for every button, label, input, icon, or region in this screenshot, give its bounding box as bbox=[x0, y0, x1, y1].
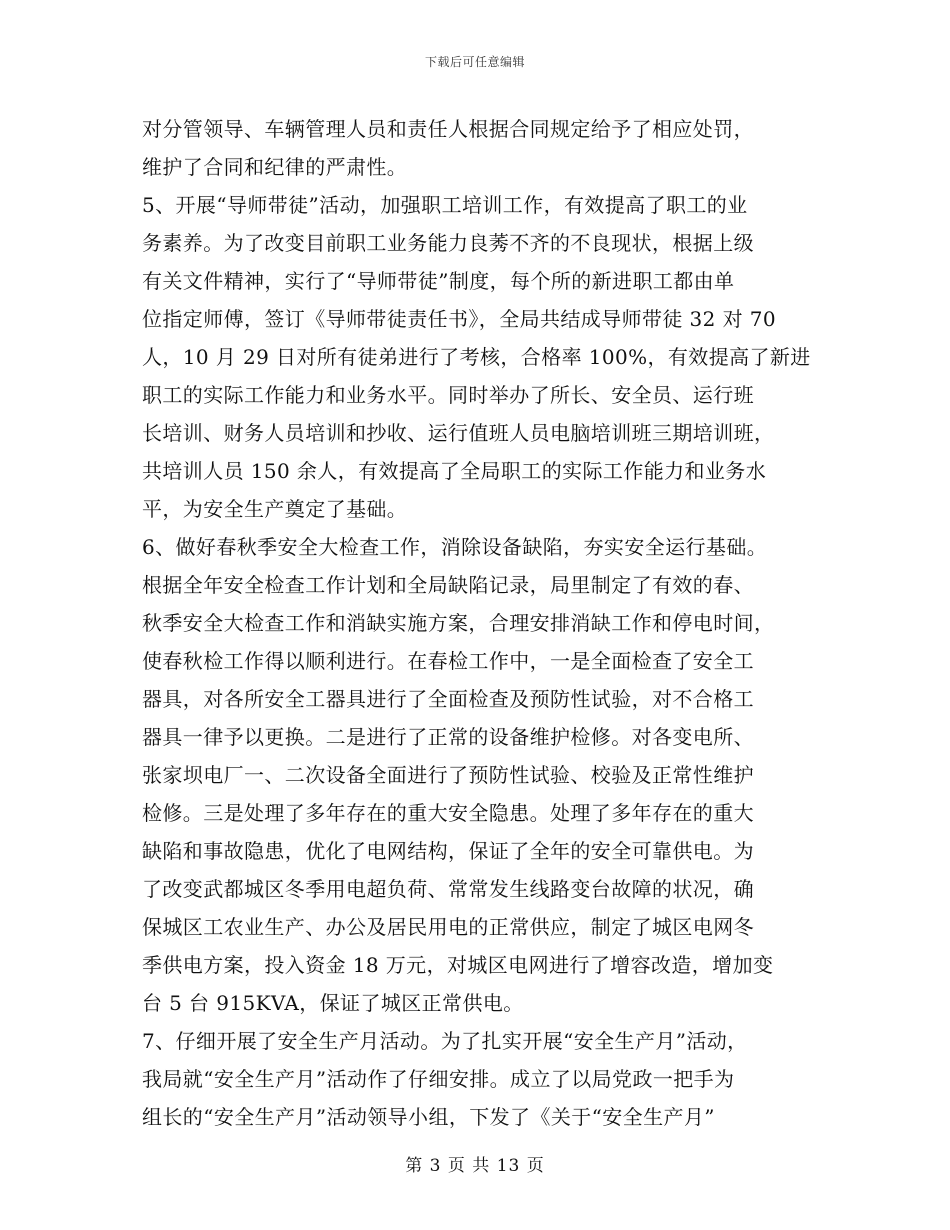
text-line: 了改变武都城区冬季用电超负荷、常常发生线路变台故障的状况，确 bbox=[142, 877, 754, 901]
text-line: 保城区工农业生产、办公及居民用电的正常供应，制定了城区电网冬 bbox=[142, 915, 754, 939]
text-line: 组长的“安全生产月”活动领导小组，下发了《关于“安全生产月” bbox=[142, 1105, 715, 1129]
text-line: 台 5 台 915KVA，保证了城区正常供电。 bbox=[142, 991, 524, 1015]
text-line: 对分管领导、车辆管理人员和责任人根据合同规定给予了相应处罚， bbox=[142, 117, 754, 141]
text-line: 检修。三是处理了多年存在的重大安全隐患。处理了多年存在的重大 bbox=[142, 801, 754, 825]
text-line: 务素养。为了改变目前职工业务能力良莠不齐的不良现状，根据上级 bbox=[142, 231, 754, 255]
text-line: 7、仔细开展了安全生产月活动。为了扎实开展“安全生产月”活动， bbox=[142, 1029, 748, 1053]
text-line: 张家坝电厂一、二次设备全面进行了预防性试验、校验及正常性维护 bbox=[142, 763, 754, 787]
text-line: 职工的实际工作能力和业务水平。同时举办了所长、安全员、运行班 bbox=[142, 383, 754, 407]
text-line: 长培训、财务人员培训和抄收、运行值班人员电脑培训班三期培训班， bbox=[142, 421, 775, 445]
text-line: 平，为安全生产奠定了基础。 bbox=[142, 497, 408, 521]
text-line: 使春秋检工作得以顺利进行。在春检工作中，一是全面检查了安全工 bbox=[142, 649, 754, 673]
text-line: 秋季安全大检查工作和消缺实施方案，合理安排消缺工作和停电时间， bbox=[142, 611, 775, 635]
text-line: 5、开展“导师带徒”活动，加强职工培训工作，有效提高了职工的业 bbox=[142, 193, 748, 217]
text-line: 季供电方案，投入资金 18 万元，对城区电网进行了增容改造，增加变 bbox=[142, 953, 774, 977]
text-line: 有关文件精神，实行了“导师带徒”制度，每个所的新进职工都由单 bbox=[142, 269, 735, 293]
text-line: 缺陷和事故隐患，优化了电网结构，保证了全年的安全可靠供电。为 bbox=[142, 839, 754, 863]
text-line: 位指定师傅，签订《导师带徒责任书》，全局共结成导师带徒 32 对 70 bbox=[142, 307, 776, 331]
text-line: 我局就“安全生产月”活动作了仔细安排。成立了以局党政一把手为 bbox=[142, 1067, 735, 1091]
page-number-footer: 第 3 页 共 13 页 bbox=[405, 1156, 545, 1176]
text-line: 共培训人员 150 余人，有效提高了全局职工的实际工作能力和业务水 bbox=[142, 459, 767, 483]
text-line: 器具，对各所安全工器具进行了全面检查及预防性试验，对不合格工 bbox=[142, 687, 754, 711]
text-line: 人，10 月 29 日对所有徒弟进行了考核，合格率 100%，有效提高了新进 bbox=[142, 345, 811, 369]
page-header-note: 下载后可任意编辑 bbox=[424, 55, 525, 69]
text-line: 根据全年安全检查工作计划和全局缺陷记录，局里制定了有效的春、 bbox=[142, 573, 754, 597]
text-line: 器具一律予以更换。二是进行了正常的设备维护检修。对各变电所、 bbox=[142, 725, 754, 749]
text-line: 维护了合同和纪律的严肃性。 bbox=[142, 155, 408, 179]
document-body bbox=[142, 110, 810, 1136]
text-line: 6、做好春秋季安全大检查工作，消除设备缺陷，夯实安全运行基础。 bbox=[142, 535, 768, 559]
